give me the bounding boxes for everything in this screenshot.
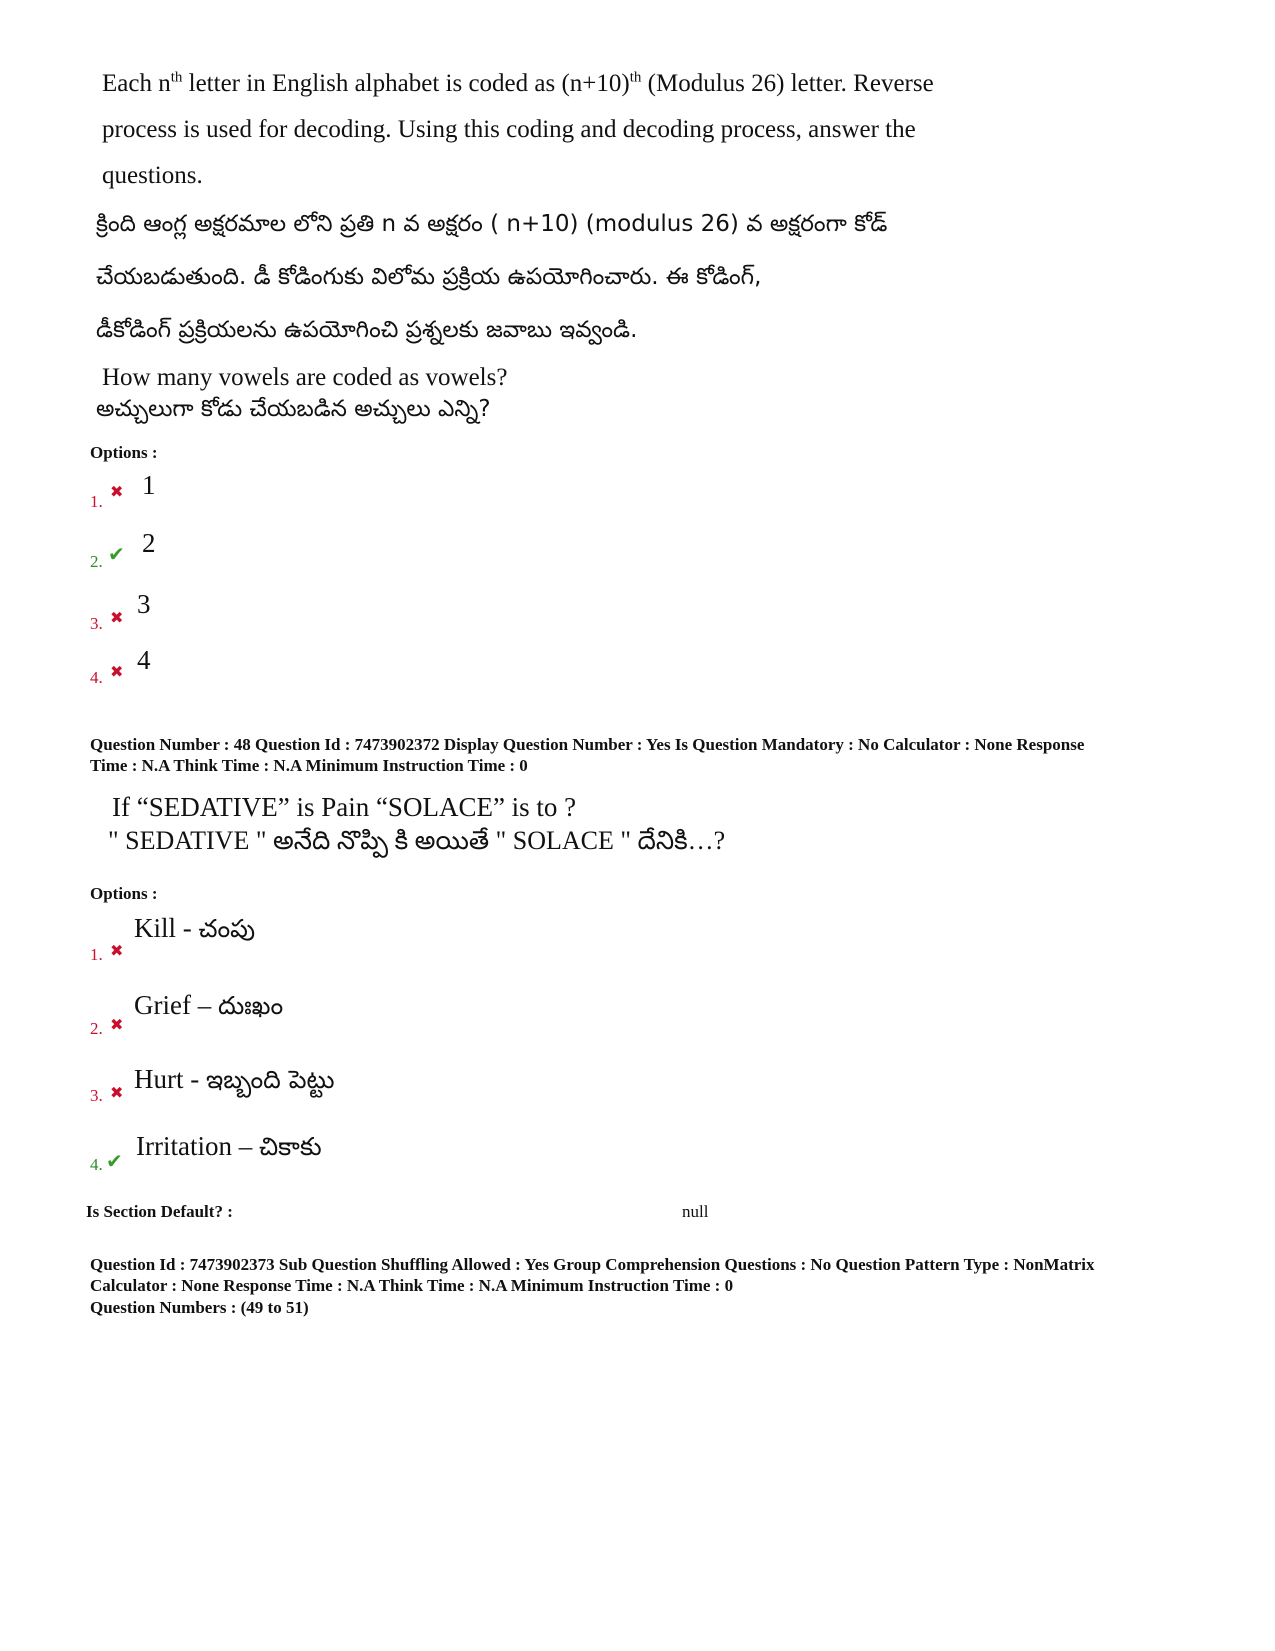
question-48-text-te-content: " SEDATIVE " అనేది నొప్పి కి అయితే " SOLACE " దేనికి…? — [108, 826, 726, 855]
group-question-meta — [90, 1254, 1210, 1296]
passage-line-1: Each $n^{th}$ letter in English alphabet is coded as $(n+10)^{th}$ (Modulus 26) letter. Reverse — [102, 69, 934, 97]
question-47-text-te: అచ్చులుగా కోడు చేయబడిన అచ్చులు ఎన్ని? — [96, 396, 491, 422]
passage-telugu-line-2: చేయబడుతుంది. డీ కోడింగుకు విలోమ ప్రక్రియ ఉపయోగించారు. ఈ కోడింగ్, — [96, 264, 762, 290]
question-48-text-en: If “SEDATIVE” is Pain “SOLACE” is to ? — [112, 792, 577, 822]
option-value: 2 — [142, 528, 156, 558]
option-text-te: ఇబ్బంది పెట్టు — [205, 1065, 335, 1094]
option-number: 4. — [90, 1155, 103, 1174]
option-text-en: Kill - — [134, 913, 199, 943]
wrong-icon: ✖ — [110, 484, 124, 501]
option-text — [134, 913, 255, 950]
wrong-icon: ✖ — [110, 943, 124, 960]
question-48-meta — [90, 734, 1210, 776]
passage-line-2: process is used for decoding. Using this coding and decoding process, answer the — [102, 116, 916, 143]
option-48-4[interactable] — [90, 1133, 490, 1185]
question-numbers: Question Numbers : (49 to 51) — [90, 1298, 309, 1317]
group-meta-line-2: Calculator : None Response Time : N.A Think Time : N.A Minimum Instruction Time : 0 — [90, 1276, 734, 1295]
option-number: 2. — [90, 552, 103, 571]
check-icon: ✔ — [108, 544, 125, 566]
wrong-icon: ✖ — [110, 664, 124, 681]
group-meta-line-1: Question Id : 7473902373 Sub Question Shuffling Allowed : Yes Group Comprehension Questions : No Question Pattern Type : NonMatrix — [90, 1255, 1095, 1274]
wrong-icon: ✖ — [110, 1085, 124, 1102]
option-text-te: చికాకు — [258, 1132, 322, 1161]
option-number: 4. — [90, 668, 103, 687]
section-default-label: Is Section Default? : — [86, 1202, 233, 1221]
section-default-value: null — [682, 1202, 709, 1221]
option-value: 3 — [137, 589, 151, 619]
option-47-2[interactable] — [90, 528, 390, 577]
option-text — [134, 990, 283, 1027]
question-48-text-te — [108, 826, 725, 862]
passage-telugu-line-3: డీకోడింగ్ ప్రక్రియలను ఉపయోగించి ప్రశ్నలకు జవాబు ఇవ్వండి. — [96, 317, 638, 343]
passage-telugu-line-1: క్రింది ఆంగ్ల అక్షరమాల లోని ప్రతి n వ అక్షరం ( n+10) (modulus 26) వ అక్షరంగా కోడ్ — [96, 211, 888, 237]
option-text — [136, 1131, 322, 1168]
options-label-47: Options : — [90, 443, 158, 462]
option-value: 4 — [137, 645, 151, 675]
passage-line-3: questions. — [102, 162, 203, 189]
wrong-icon: ✖ — [110, 1017, 124, 1034]
option-number: 1. — [90, 945, 103, 964]
check-icon: ✔ — [106, 1151, 123, 1173]
option-48-2[interactable] — [90, 991, 490, 1043]
question-48-meta-line-2: Time : N.A Think Time : N.A Minimum Instruction Time : 0 — [90, 756, 528, 775]
option-text-te: చంపు — [198, 914, 256, 943]
option-number: 3. — [90, 1086, 103, 1105]
option-text-en: Hurt - — [134, 1064, 206, 1094]
option-value: 1 — [142, 470, 156, 500]
question-48-meta-line-1: Question Number : 48 Question Id : 7473902372 Display Question Number : Yes Is Question Mandatory : No Calculator : None Response — [90, 735, 1085, 754]
option-number: 1. — [90, 492, 103, 511]
option-47-4[interactable] — [90, 645, 390, 694]
question-47-text-en: How many vowels are coded as vowels? — [102, 364, 508, 391]
option-number: 2. — [90, 1019, 103, 1038]
option-text-te: దుఃఖం — [217, 991, 284, 1020]
wrong-icon: ✖ — [110, 610, 124, 627]
option-text-en: Grief – — [134, 990, 218, 1020]
option-number: 3. — [90, 614, 103, 633]
option-text-en: Irritation – — [136, 1131, 259, 1161]
option-48-1[interactable] — [90, 915, 490, 967]
options-label-48: Options : — [90, 884, 158, 903]
option-47-1[interactable] — [90, 470, 390, 518]
option-text — [134, 1064, 335, 1101]
option-48-3[interactable] — [90, 1066, 490, 1118]
option-47-3[interactable] — [90, 589, 390, 640]
